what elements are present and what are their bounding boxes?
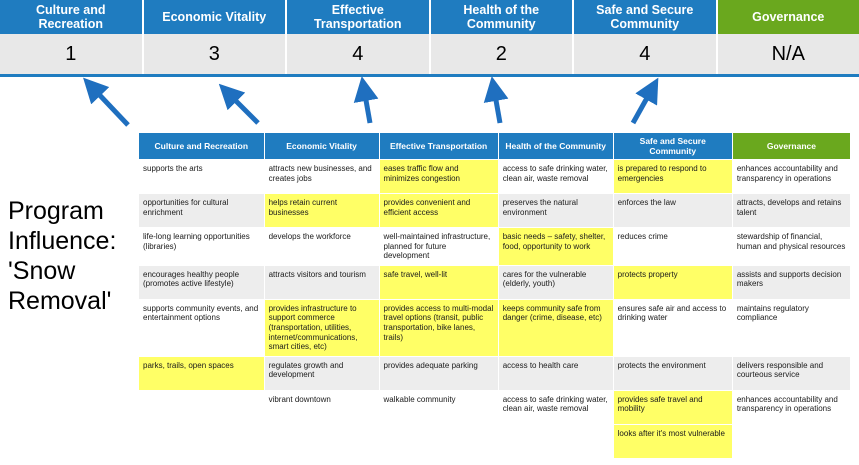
matrix-cell: walkable community bbox=[379, 390, 498, 424]
matrix-cell: protects property bbox=[613, 265, 732, 299]
matrix-cell: access to health care bbox=[498, 356, 613, 390]
matrix-cell: helps retain current businesses bbox=[264, 194, 379, 228]
matrix-cell: is prepared to respond to emergencies bbox=[613, 160, 732, 194]
matrix-header-culture-and-recreation: Culture and Recreation bbox=[139, 133, 265, 160]
top-header-culture-and-recreation: Culture and Recreation bbox=[0, 0, 144, 34]
matrix-cell bbox=[139, 424, 265, 458]
table-row bbox=[139, 299, 851, 356]
score-governance: N/A bbox=[771, 42, 805, 65]
matrix-header-health-of-the-community: Health of the Community bbox=[498, 133, 613, 160]
matrix-cell: provides convenient and efficient access bbox=[379, 194, 498, 228]
matrix-cell bbox=[498, 424, 613, 458]
top-header-effective-transportation: Effective Transportation bbox=[287, 0, 431, 34]
matrix-cell: stewardship of financial, human and physical resources bbox=[732, 228, 850, 266]
arrow-group bbox=[0, 77, 859, 132]
matrix-cell: reduces crime bbox=[613, 228, 732, 266]
matrix-cell: enforces the law bbox=[613, 194, 732, 228]
arrow-culture-and-recreation bbox=[92, 87, 128, 125]
matrix-cell: regulates growth and development bbox=[264, 356, 379, 390]
matrix-cell: provides adequate parking bbox=[379, 356, 498, 390]
matrix-cell: ensures safe air and access to drinking water bbox=[613, 299, 732, 356]
outcomes-matrix-table bbox=[138, 132, 851, 459]
matrix-header-safe-and-secure-community: Safe and Secure Community bbox=[613, 133, 732, 160]
matrix-cell: basic needs – safety, shelter, food, opportunity to work bbox=[498, 228, 613, 266]
table-row bbox=[139, 194, 851, 228]
score-economic-vitality: 3 bbox=[144, 34, 288, 74]
arrow-economic-vitality bbox=[228, 93, 258, 123]
arrow-safe-and-secure-community bbox=[633, 89, 652, 123]
matrix-cell bbox=[732, 424, 850, 458]
matrix-cell: attracts visitors and tourism bbox=[264, 265, 379, 299]
matrix-cell: opportunities for cultural enrichment bbox=[139, 194, 265, 228]
matrix-cell: attracts, develops and retains talent bbox=[732, 194, 850, 228]
matrix-header-effective-transportation: Effective Transportation bbox=[379, 133, 498, 160]
matrix-cell: looks after it's most vulnerable bbox=[613, 424, 732, 458]
table-row bbox=[139, 424, 851, 458]
matrix-cell: protects the environment bbox=[613, 356, 732, 390]
matrix-cell: safe travel, well-lit bbox=[379, 265, 498, 299]
matrix-cell: provides infrastructure to support commerce (transportation, utilities, internet/communications, smart cities, etc) bbox=[264, 299, 379, 356]
matrix-cell: access to safe drinking water, clean air, waste removal bbox=[498, 390, 613, 424]
matrix-cell bbox=[139, 390, 265, 424]
score-culture-and-recreation: 1 bbox=[0, 34, 144, 74]
matrix-cell: preserves the natural environment bbox=[498, 194, 613, 228]
matrix-cell: vibrant downtown bbox=[264, 390, 379, 424]
top-header-governance: Governance bbox=[718, 0, 859, 34]
matrix-cell: attracts new businesses, and creates jobs bbox=[264, 160, 379, 194]
strategic-outcomes-header-band bbox=[0, 0, 859, 34]
arrow-effective-transportation bbox=[364, 89, 370, 123]
matrix-cell: delivers responsible and courteous service bbox=[732, 356, 850, 390]
matrix-cell: access to safe drinking water, clean air, waste removal bbox=[498, 160, 613, 194]
matrix-header-economic-vitality: Economic Vitality bbox=[264, 133, 379, 160]
matrix-cell: maintains regulatory compliance bbox=[732, 299, 850, 356]
matrix-cell: assists and supports decision makers bbox=[732, 265, 850, 299]
matrix-cell: eases traffic flow and minimizes congestion bbox=[379, 160, 498, 194]
score-effective-transportation: 4 bbox=[287, 34, 431, 74]
table-row bbox=[139, 228, 851, 266]
matrix-cell: life-long learning opportunities (libraries) bbox=[139, 228, 265, 266]
program-influence-caption: Program Influence: 'Snow Removal' bbox=[8, 197, 117, 315]
matrix-cell: enhances accountability and transparency in operations bbox=[732, 390, 850, 424]
matrix-cell: supports the arts bbox=[139, 160, 265, 194]
matrix-cell bbox=[379, 424, 498, 458]
matrix-header-row bbox=[139, 133, 851, 160]
matrix-cell: parks, trails, open spaces bbox=[139, 356, 265, 390]
arrow-health-of-the-community bbox=[494, 89, 500, 123]
matrix-cell: keeps community safe from danger (crime, disease, etc) bbox=[498, 299, 613, 356]
top-header-safe-and-secure-community: Safe and Secure Community bbox=[574, 0, 718, 34]
score-safe-and-secure-community: 4 bbox=[574, 34, 718, 74]
score-band bbox=[0, 34, 859, 74]
matrix-cell: provides safe travel and mobility bbox=[613, 390, 732, 424]
table-row bbox=[139, 390, 851, 424]
matrix-cell: provides access to multi-modal travel options (transit, public transportation, bike lanes, trails) bbox=[379, 299, 498, 356]
top-header-economic-vitality: Economic Vitality bbox=[144, 0, 288, 34]
matrix-cell bbox=[264, 424, 379, 458]
matrix-cell: encourages healthy people (promotes active lifestyle) bbox=[139, 265, 265, 299]
score-health-of-the-community: 2 bbox=[431, 34, 575, 74]
matrix-header-governance: Governance bbox=[732, 133, 850, 160]
matrix-cell: supports community events, and entertainment options bbox=[139, 299, 265, 356]
matrix-cell: cares for the vulnerable (elderly, youth) bbox=[498, 265, 613, 299]
matrix-cell: well-maintained infrastructure, planned for future development bbox=[379, 228, 498, 266]
table-row bbox=[139, 265, 851, 299]
table-row bbox=[139, 356, 851, 390]
top-header-health-of-the-community: Health of the Community bbox=[431, 0, 575, 34]
matrix-cell: develops the workforce bbox=[264, 228, 379, 266]
table-row bbox=[139, 160, 851, 194]
matrix-cell: enhances accountability and transparency in operations bbox=[732, 160, 850, 194]
